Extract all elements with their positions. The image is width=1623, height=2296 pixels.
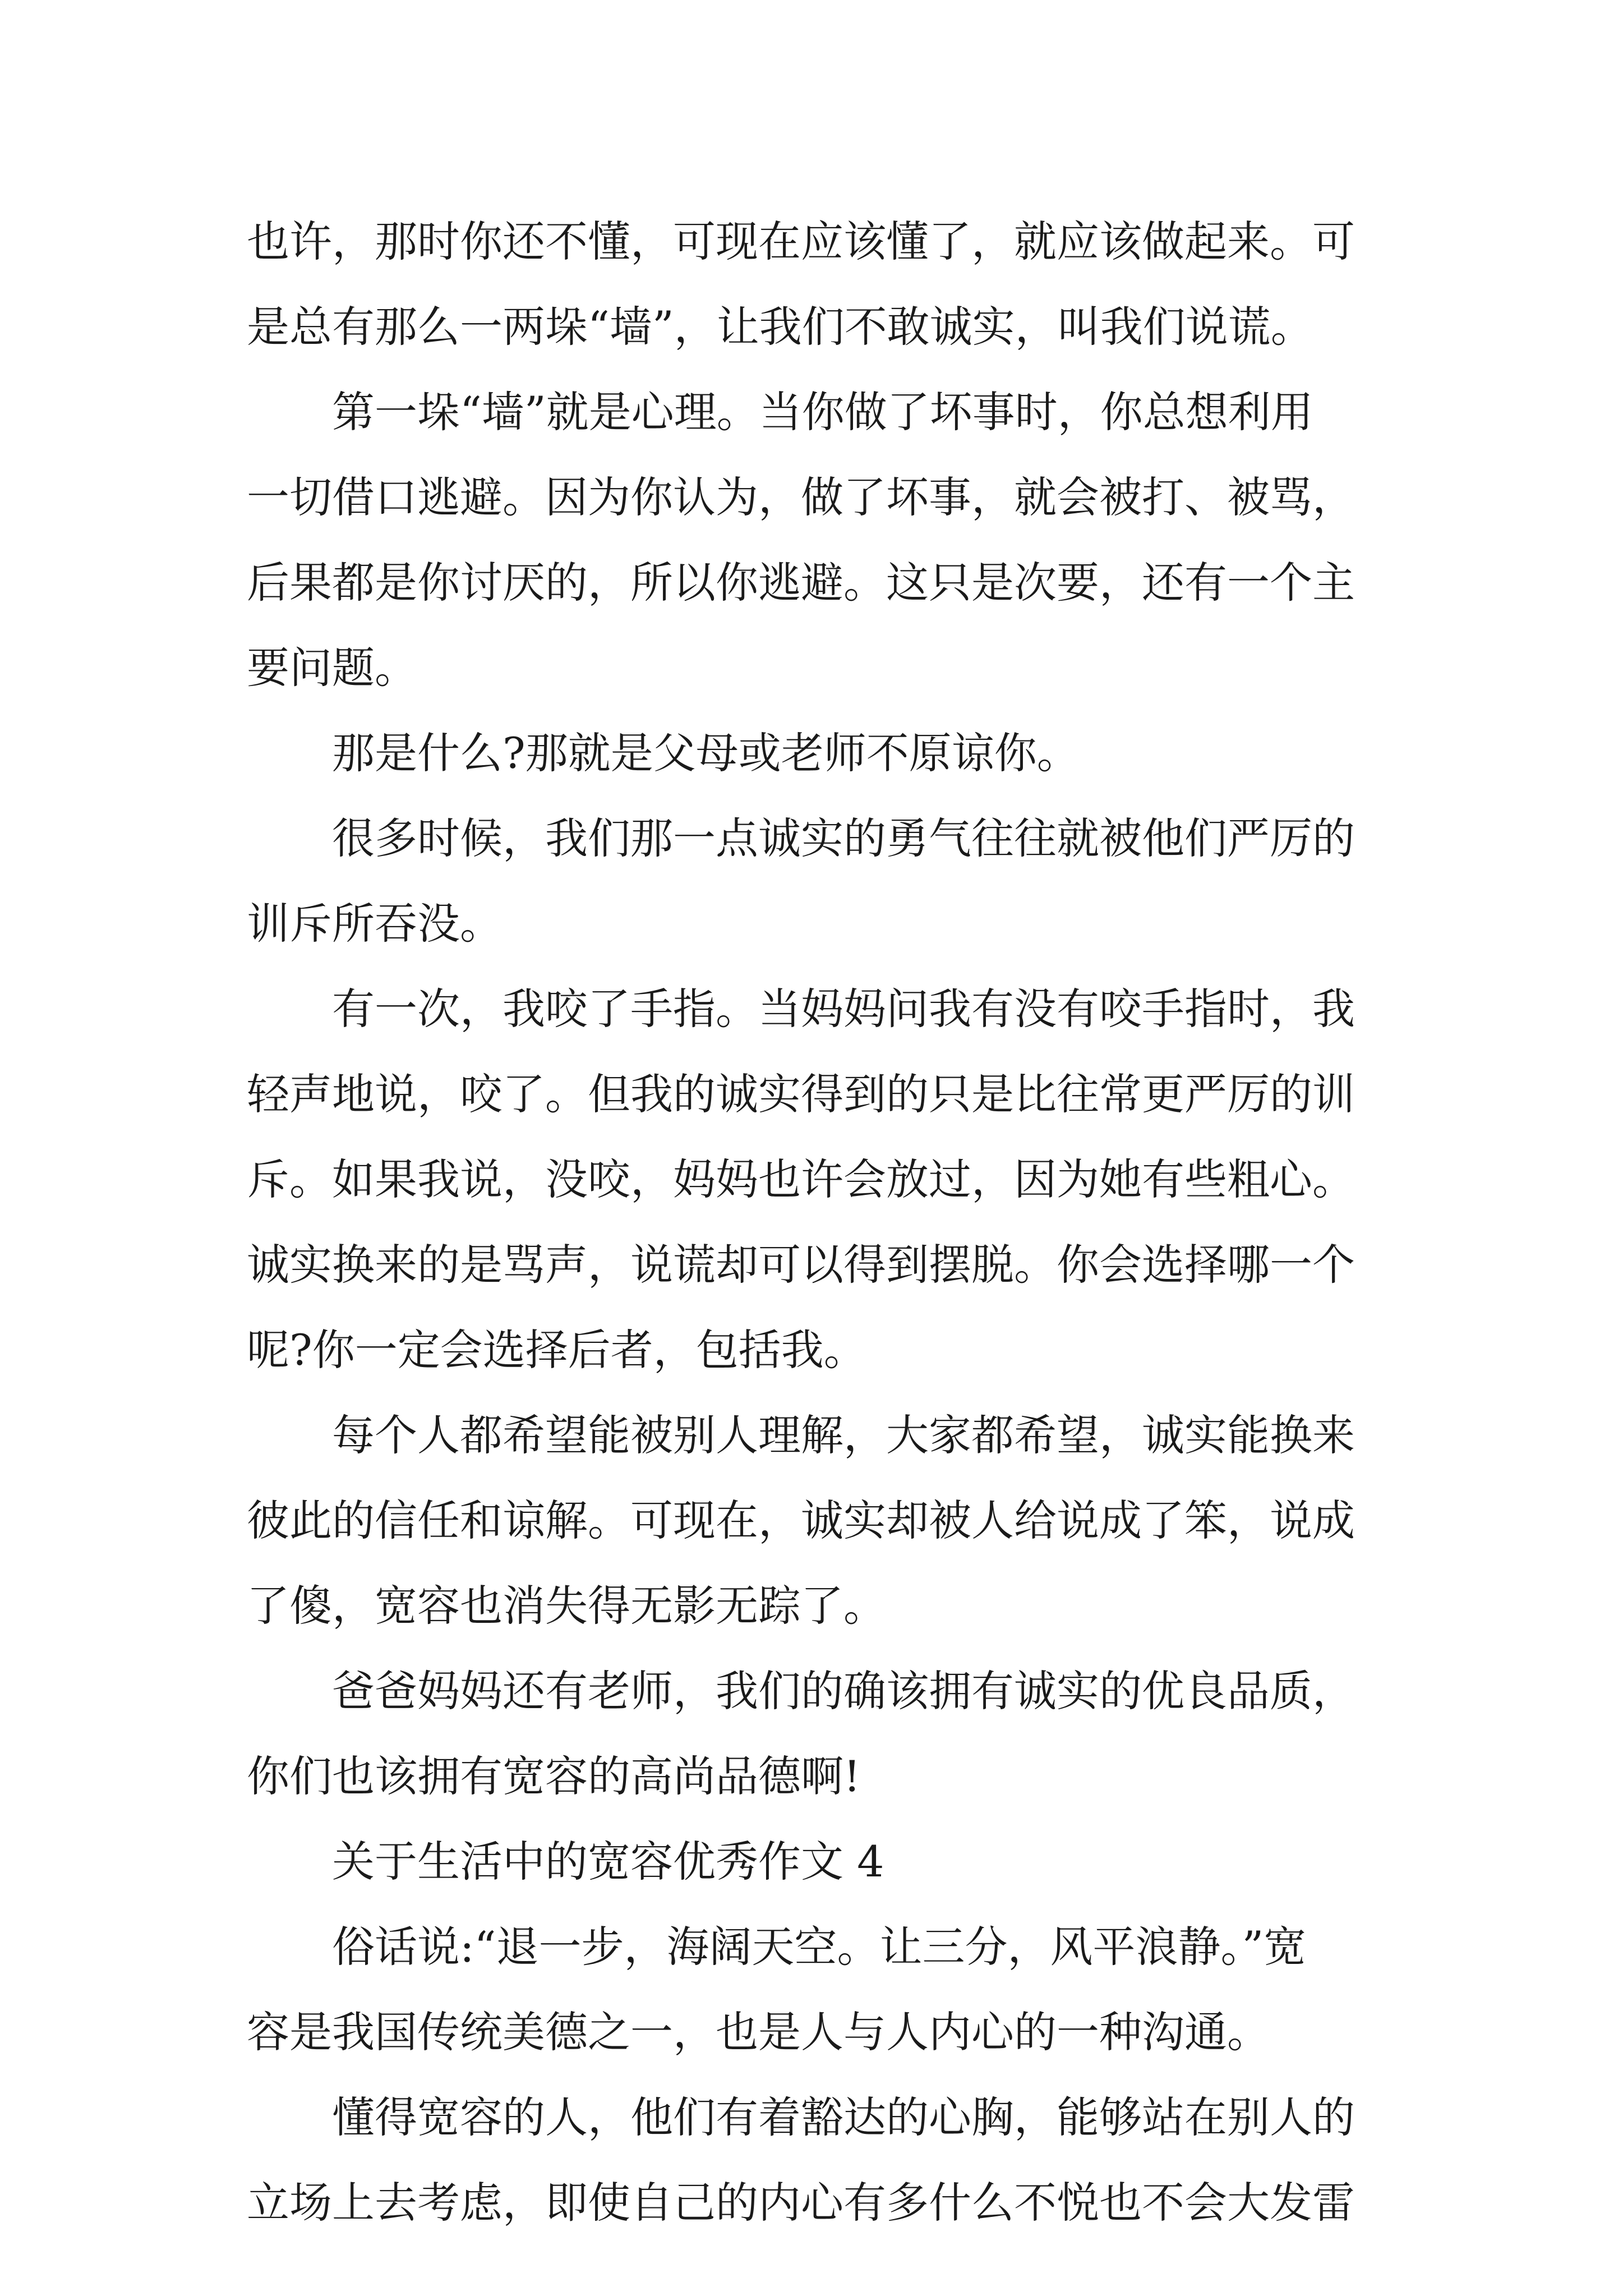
text-line: 你们也该拥有宽容的高尚品德啊! [247,1751,861,1801]
text-line: 那是什么?那就是父母或老师不原谅你。 [332,728,1080,778]
text-line: 了傻，宽容也消失得无影无踪了。 [247,1581,886,1631]
text-line: 轻声地说，咬了。但我的诚实得到的只是比往常更严厉的训 [247,1069,1355,1119]
text-line: 懂得宽容的人，他们有着豁达的心胸，能够站在别人的 [332,2092,1355,2142]
text-line: 爸爸妈妈还有老师，我们的确该拥有诚实的优良品质， [332,1666,1355,1716]
text-line: 每个人都希望能被别人理解，大家都希望，诚实能换来 [332,1410,1355,1460]
text-line: 很多时候，我们那一点诚实的勇气往往就被他们严厉的 [332,813,1355,863]
text-line: 彼此的信任和谅解。可现在，诚实却被人给说成了笨，说成 [247,1496,1355,1545]
text-line: 后果都是你讨厌的，所以你逃避。这只是次要，还有一个主 [247,558,1355,608]
text-line: 训斥所吞没。 [247,899,502,949]
text-line: 斥。如果我说，没咬，妈妈也许会放过，因为她有些粗心。 [247,1154,1355,1204]
text-line: 容是我国传统美德之一，也是人与人内心的一种沟通。 [247,2007,1270,2057]
text-line: 也许，那时你还不懂，可现在应该懂了，就应该做起来。可 [247,217,1355,266]
text-line: 第一垛“墙”就是心理。当你做了坏事时，你总想利用 [332,387,1313,437]
body-text [247,199,1391,2246]
text-line: 要问题。 [247,643,417,693]
text-line: 一切借口逃避。因为你认为，做了坏事，就会被打、被骂， [247,472,1355,522]
text-line: 俗话说:“退一步，海阔天空。让三分，风平浪静。”宽 [332,1922,1307,1972]
text-line: 是总有那么一两垛“墙”，让我们不敢诚实，叫我们说谎。 [247,302,1313,352]
text-line: 诚实换来的是骂声，说谎却可以得到摆脱。你会选择哪一个 [247,1240,1355,1290]
text-line: 立场上去考虑，即使自己的内心有多什么不悦也不会大发雷 [247,2178,1355,2228]
text-line: 呢?你一定会选择后者，包括我。 [247,1325,866,1375]
section-heading: 关于生活中的宽容优秀作文 4 [332,1837,884,1887]
text-line: 有一次，我咬了手指。当妈妈问我有没有咬手指时，我 [332,984,1355,1034]
